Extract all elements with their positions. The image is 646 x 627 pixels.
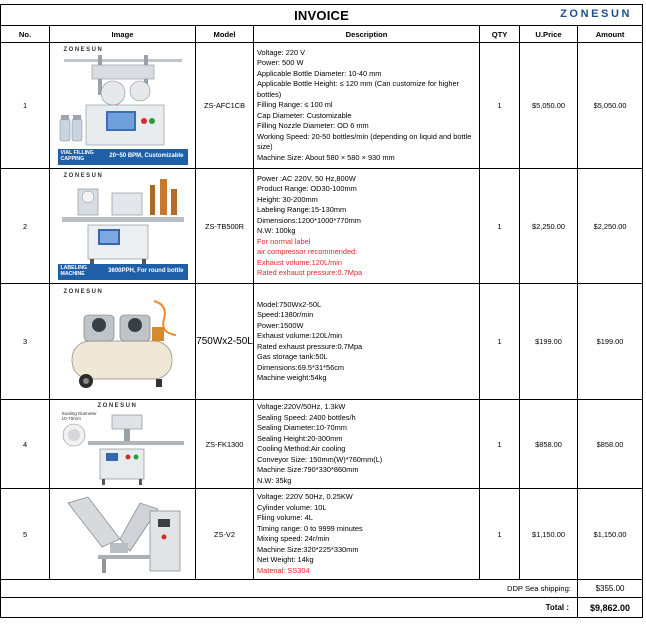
spec-line: Applicable Bottle Diameter: 10-40 mm [257,68,382,78]
item-description [254,284,480,400]
table-row [1,489,643,580]
col-header-no: No. [1,26,50,43]
spec-line: Height: 30-200mm [257,194,318,204]
table-row [1,284,643,400]
spec-line: Voltage: 220 V [257,47,306,57]
spec-line: Net Weight: 14kg [257,555,314,564]
image-note: Sealing Diameter 10-70mm [61,411,97,421]
spec-line: Dimensions:69.5*31*56cm [257,362,345,372]
vial-filling-machine-image [58,45,188,167]
item-unit-price: $199.00 [520,284,578,400]
invoice-table [0,4,643,618]
shipping-row [1,580,643,598]
image-brand-label: ZONESUN [97,403,138,409]
image-brand-label: ZONESUN [63,288,104,295]
item-amount: $2,250.00 [578,169,643,284]
item-qty: 1 [480,43,520,169]
spec-line-highlight: Exhaust volume:120L/min [257,257,343,267]
spec-line: Fliing volume: 4L [257,513,313,522]
table-row [1,400,643,489]
col-header-model: Model [196,26,254,43]
spec-line: Model:750Wx2-50L [257,299,322,309]
col-header-description: Description [254,26,480,43]
spec-line: Filling Nozzle Diameter: OD 6 mm [257,121,369,131]
image-banner-left: LABELING MACHINE [60,264,88,277]
v-mixer-image [58,491,188,577]
image-brand-label: ZONESUN [63,46,104,53]
item-unit-price: $1,150.00 [520,489,578,580]
spec-list [257,402,476,486]
item-model: ZS-TB500R [196,169,254,284]
spec-line-highlight: air compressor recommended: [257,247,358,256]
item-image-cell [50,169,196,284]
header-row [1,26,643,43]
image-banner [58,149,188,165]
spec-line: Voltage: 220V 50Hz, 0.25KW [257,492,353,501]
spec-line: Mixing speed: 24r/min [257,534,330,543]
spec-line: Machine weight:54kg [257,373,327,382]
image-banner-right: 20~50 BPM, Customizable [109,152,184,159]
spec-line: Dimensions:1200*1000*770mm [257,215,361,225]
image-banner [58,264,188,280]
spec-line: Timing range: 0 to 9999 minutes [257,523,363,533]
spec-list [257,48,476,164]
spec-line: Sealing Diameter:10-70mm [257,423,347,432]
air-compressor-image [58,287,188,397]
spec-line: Gas storage tank:50L [257,352,328,361]
item-description [254,169,480,284]
item-qty: 1 [480,400,520,489]
spec-line: Speed:1380r/min [257,310,314,319]
spec-list [257,300,476,384]
item-model: ZS-FK1300 [196,400,254,489]
item-no: 2 [1,169,50,284]
item-image-cell [50,284,196,400]
item-no: 4 [1,400,50,489]
spec-line: N.W: 35kg [257,475,292,485]
spec-line: Machine Size:790*330*860mm [257,465,359,474]
item-model: ZS-V2 [196,489,254,580]
brand-logo: ZONESUN [560,8,633,20]
spec-line: Sealing Height:20-300mm [257,433,343,443]
image-banner-left: VIAL FILLING CAPPING [60,149,94,162]
item-image-cell [50,489,196,580]
spec-line: Product Range: OD30-100mm [257,184,357,193]
item-amount: $5,050.00 [578,43,643,169]
spec-line-highlight: For normal label [257,236,311,246]
spec-line: Machine Size: About 580 × 580 × 930 mm [257,152,395,162]
spec-line: Applicable Bottle Height: ≤ 120 mm (Can customize for higher bottles) [257,79,460,99]
col-header-amount: Amount [578,26,643,43]
item-image-cell [50,400,196,489]
item-image-cell [50,43,196,169]
item-qty: 1 [480,489,520,580]
item-no: 5 [1,489,50,580]
table-row [1,43,643,169]
item-model: ZS-AFC1CB [196,43,254,169]
item-no: 1 [1,43,50,169]
item-qty: 1 [480,284,520,400]
spec-line: Rated exhaust pressure:0.7Mpa [257,341,363,351]
item-amount: $1,150.00 [578,489,643,580]
spec-line: Exhaust volume:120L/min [257,331,343,340]
shipping-label: DDP Sea shipping: [1,580,578,598]
spec-line: Working Speed: 20-50 bottles/min (depending on liquid and bottle size) [257,131,472,152]
spec-line: Conveyor Size: 150mm(W)*760mm(L) [257,454,383,464]
item-description [254,400,480,489]
item-description [254,43,480,169]
col-header-unit-price: U.Price [520,26,578,43]
spec-line: Power :AC 220V, 50 Hz,800W [257,173,356,183]
shipping-value: $355.00 [578,580,643,598]
total-label: Total : [1,598,578,618]
invoice-title: INVOICE [294,7,349,23]
spec-line: Power:1500W [257,320,304,330]
item-unit-price: $858.00 [520,400,578,489]
item-no: 3 [1,284,50,400]
spec-line-highlight: Rated exhaust pressure:0.7Mpa [257,268,363,277]
induction-sealer-image [58,401,188,487]
spec-line: Machine Size:320*225*330mm [257,544,359,554]
image-banner-right: 3600PPH, For round bottle [108,267,184,274]
spec-line: Power: 500 W [257,58,304,68]
total-row [1,598,643,618]
spec-line: Voltage:220V/50Hz, 1.3kW [257,402,346,411]
col-header-qty: QTY [480,26,520,43]
item-amount: $858.00 [578,400,643,489]
invoice-title-cell [1,5,643,26]
total-value: $9,862.00 [578,598,643,618]
item-unit-price: $2,250.00 [520,169,578,284]
spec-line: Filling Range: ≤ 100 ml [257,100,333,110]
spec-line-highlight: Material: SS304 [257,565,310,575]
table-row [1,169,643,284]
item-amount: $199.00 [578,284,643,400]
spec-line: Cylinder volume: 10L [257,502,327,512]
item-description [254,489,480,580]
item-model: 750Wx2-50L [196,284,254,400]
spec-line: Sealing Speed: 2400 bottles/h [257,412,356,422]
labeling-machine-image [58,171,188,282]
spec-line: Cooling Method:Air cooling [257,444,346,453]
spec-line: Labeling Range:15-130mm [257,205,347,214]
col-header-image: Image [50,26,196,43]
item-unit-price: $5,050.00 [520,43,578,169]
image-brand-label: ZONESUN [63,172,104,179]
item-qty: 1 [480,169,520,284]
spec-list [257,174,476,279]
spec-line: N.W: 100kg [257,226,296,235]
spec-list [257,492,476,576]
spec-line: Cap Diameter: Customizable [257,110,352,120]
